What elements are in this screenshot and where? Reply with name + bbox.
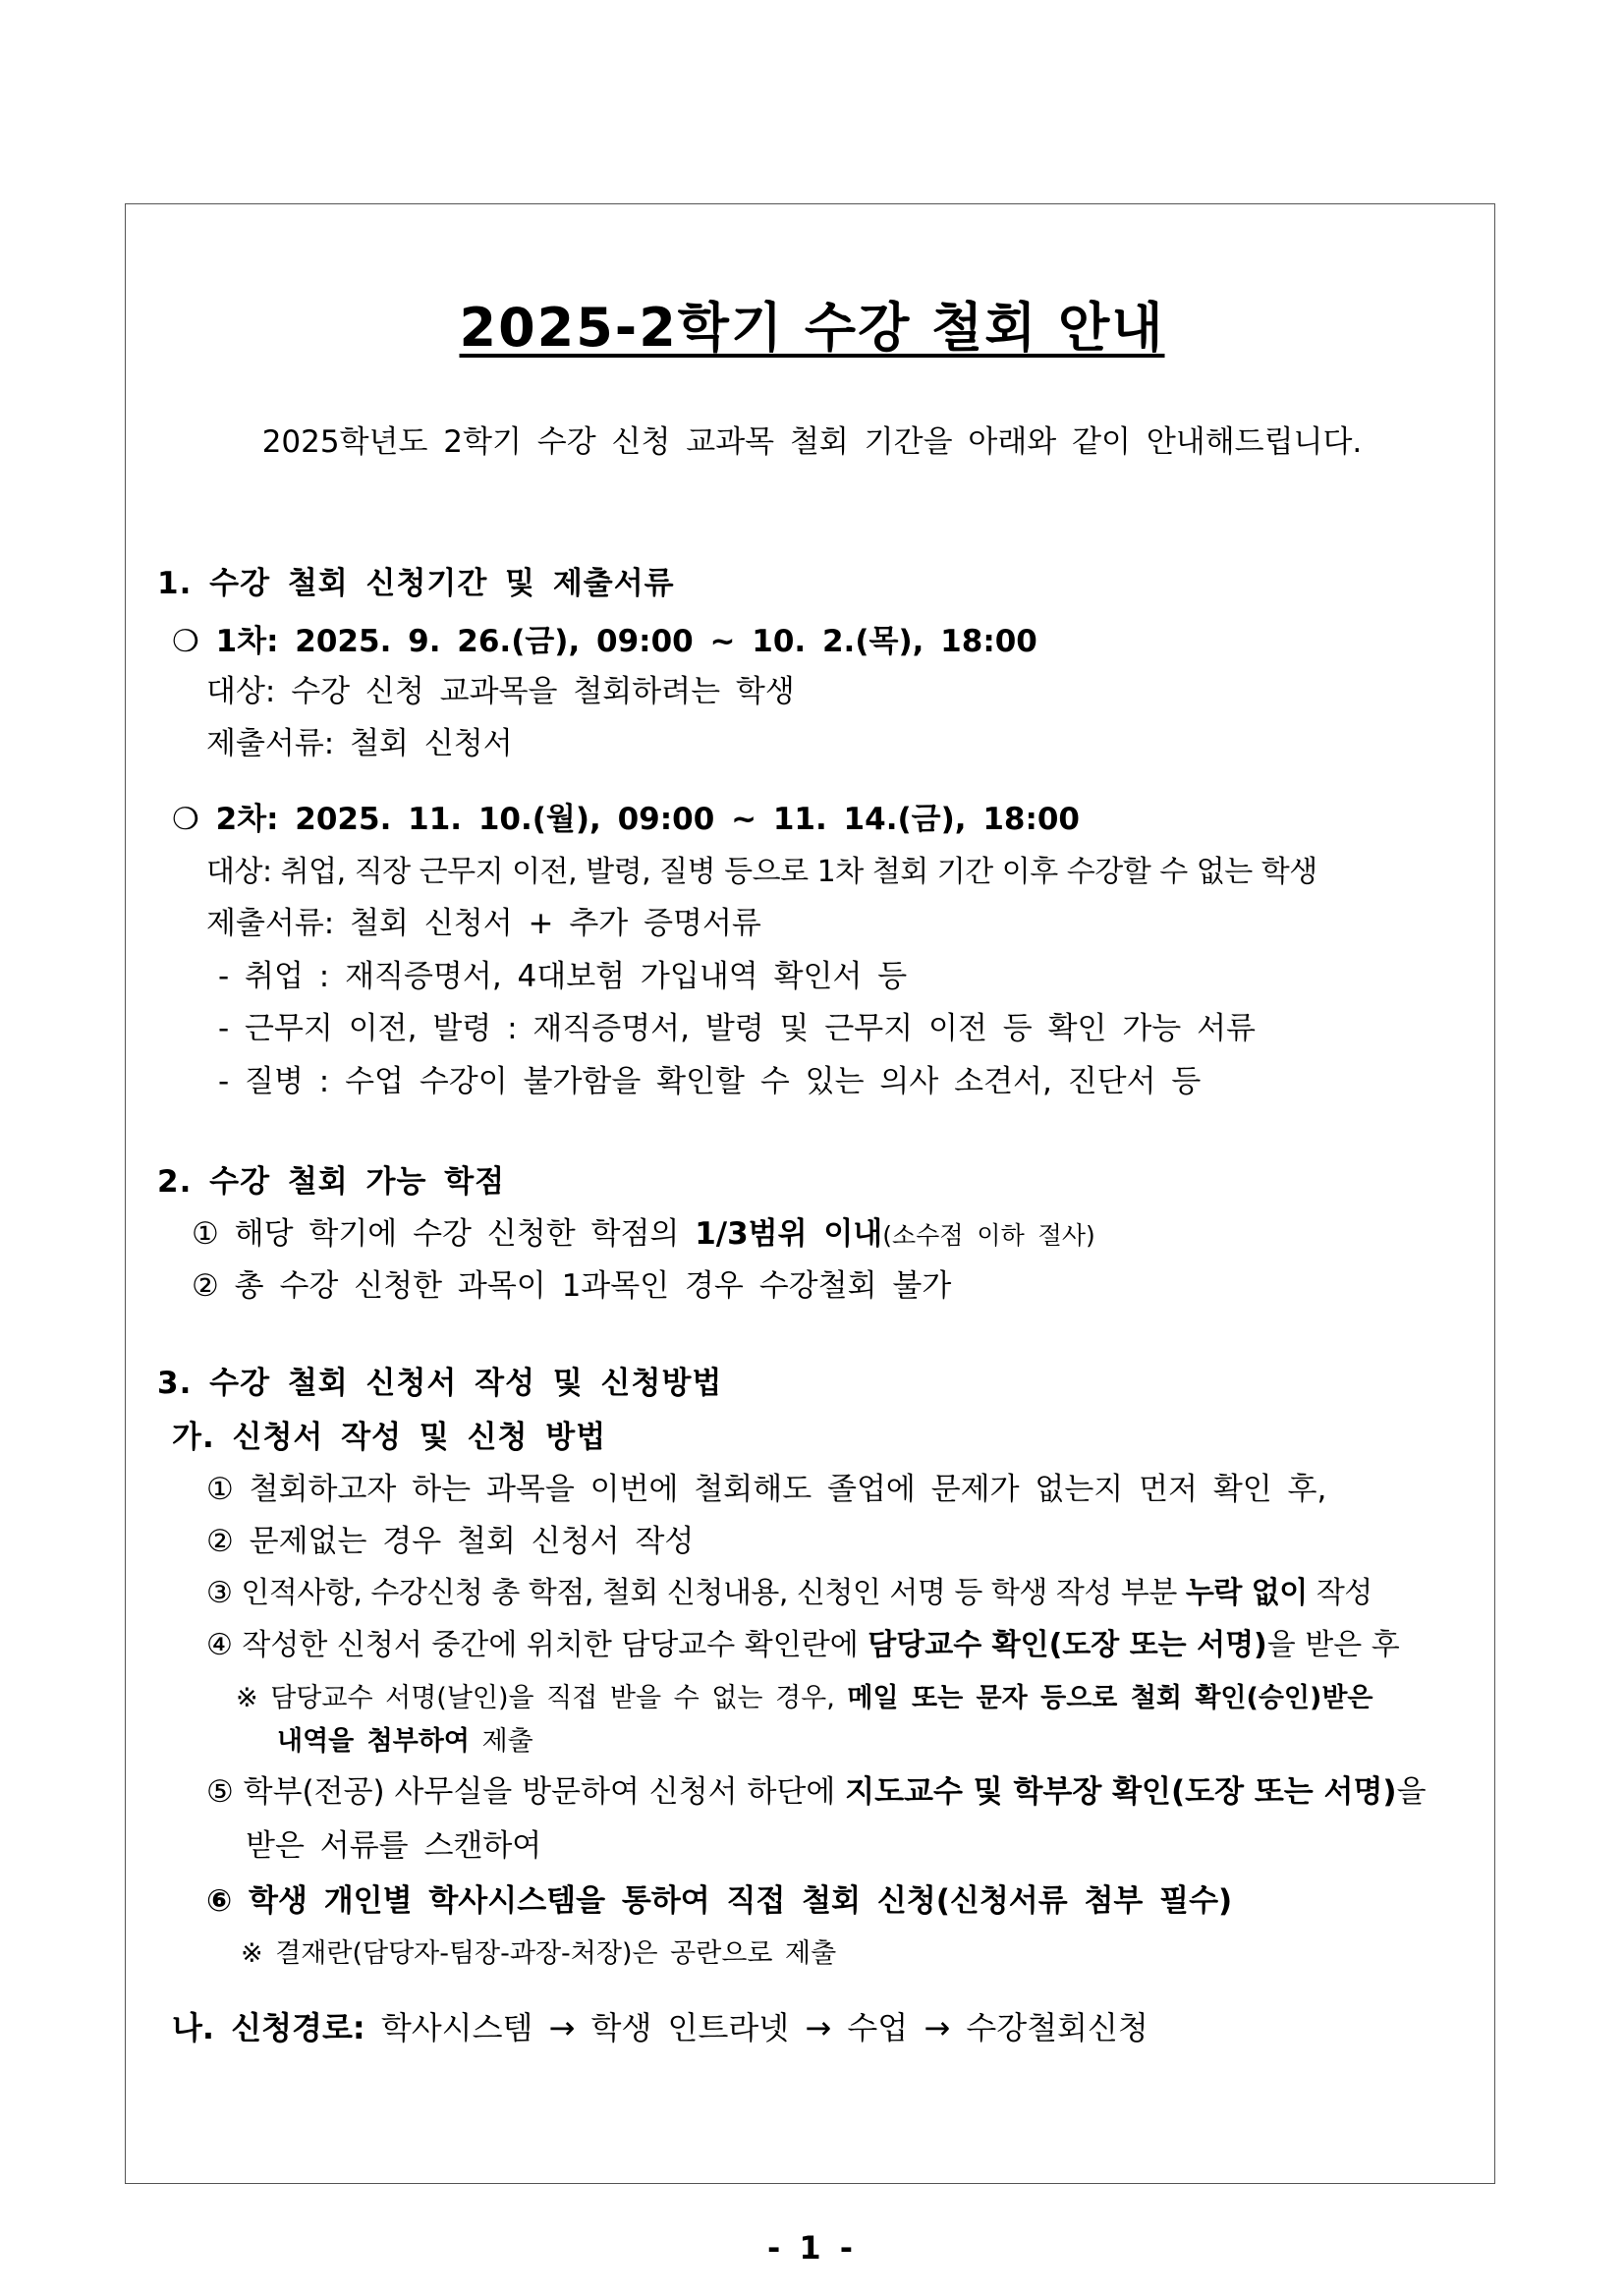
round2-item-illness: - 질병 : 수업 수강이 불가함을 확인할 수 있는 의사 소견서, 진단서 등 xyxy=(218,1064,1202,1099)
step-4 xyxy=(206,1624,1400,1667)
step-5-line2: 받은 서류를 스캔하여 xyxy=(246,1828,542,1864)
page-number: - 1 - xyxy=(766,2229,858,2267)
section3-heading: 3. 수강 철회 신청서 작성 및 신청방법 xyxy=(157,1366,723,1401)
credit-limit-text: ① 해당 학기에 수강 신청한 학점의 xyxy=(192,1216,696,1252)
single-course-item: ② 총 수강 신청한 과목이 1과목인 경우 수강철회 불가 xyxy=(192,1268,952,1304)
round1-period: ❍ 1차: 2025. 9. 26.(금), 09:00 ~ 10. 2.(목), 18:00 xyxy=(172,624,1037,659)
step-3 xyxy=(206,1572,1372,1615)
credit-limit-note: (소수점 이하 절사) xyxy=(882,1221,1095,1250)
note-professor-line2-end: 제출 xyxy=(469,1726,533,1757)
note-professor-bold: 메일 또는 문자 등으로 철회 확인(승인)받은 xyxy=(847,1683,1373,1713)
route-label: 나. 신청경로: xyxy=(172,2009,365,2046)
note-professor-line2 xyxy=(277,1720,533,1764)
application-route xyxy=(172,2006,1148,2049)
step-4-bold: 담당교수 확인(도장 또는 서명) xyxy=(868,1628,1267,1662)
page-title xyxy=(0,289,1624,367)
credit-limit-item xyxy=(192,1212,1095,1258)
step-1: ① 철회하고자 하는 과목을 이번에 철회해도 졸업에 문제가 없는지 먼저 확인 후, xyxy=(206,1472,1327,1507)
intro-text: 2025학년도 2학기 수강 신청 교과목 철회 기간을 아래와 같이 안내해드립니다. xyxy=(261,424,1363,460)
step-3-text: ③ 인적사항, 수강신청 총 학점, 철회 신청내용, 신청인 서명 등 학생 작성 부분 xyxy=(206,1576,1186,1610)
step-6: ⑥ 학생 개인별 학사시스템을 통하여 직접 철회 신청(신청서류 첨부 필수) xyxy=(206,1883,1233,1919)
note-approval: ※ 결재란(담당자-팀장-과장-처장)은 공란으로 제출 xyxy=(241,1938,837,1969)
round1-target: 대상: 수강 신청 교과목을 철회하려는 학생 xyxy=(206,674,795,709)
round1-documents: 제출서류: 철회 신청서 xyxy=(206,726,513,761)
step-3-bold: 누락 없이 xyxy=(1185,1576,1308,1610)
note-professor-line2-bold: 내역을 첨부하여 xyxy=(277,1726,470,1757)
credit-limit-bold: 1/3범위 이내 xyxy=(695,1216,883,1252)
step-2: ② 문제없는 경우 철회 신청서 작성 xyxy=(206,1524,695,1559)
title-text: 2025-2학기 수강 철회 안내 xyxy=(459,297,1165,359)
section2-heading: 2. 수강 철회 가능 학점 xyxy=(157,1164,506,1200)
step-5-bold: 지도교수 및 학부장 확인(도장 또는 서명) xyxy=(845,1774,1397,1810)
round2-item-relocation: - 근무지 이전, 발령 : 재직증명서, 발령 및 근무지 이전 등 확인 가능 서류 xyxy=(218,1011,1256,1046)
section1-heading: 1. 수강 철회 신청기간 및 제출서류 xyxy=(157,566,675,601)
step-4-end: 을 받은 후 xyxy=(1266,1628,1400,1662)
step-5-end: 을 xyxy=(1396,1774,1427,1810)
round2-period: ❍ 2차: 2025. 11. 10.(월), 09:00 ~ 11. 14.(금), 18:00 xyxy=(172,802,1080,837)
note-professor xyxy=(236,1677,1373,1720)
round2-documents: 제출서류: 철회 신청서 + 추가 증명서류 xyxy=(206,906,761,941)
note-professor-text: ※ 담당교수 서명(날인)을 직접 받을 수 없는 경우, xyxy=(236,1683,848,1713)
step-4-text: ④ 작성한 신청서 중간에 위치한 담당교수 확인란에 xyxy=(206,1628,868,1662)
section3-sub-a: 가. 신청서 작성 및 신청 방법 xyxy=(172,1420,607,1455)
step-5-text: ⑤ 학부(전공) 사무실을 방문하여 신청서 하단에 xyxy=(206,1774,846,1810)
step-5 xyxy=(206,1770,1427,1814)
step-3-end: 작성 xyxy=(1307,1576,1372,1610)
round2-target: 대상: 취업, 직장 근무지 이전, 발령, 질병 등으로 1차 철회 기간 이후 수강할 수 없는 학생 xyxy=(206,855,1317,889)
route-value: 학사시스템 → 학생 인트라넷 → 수업 → 수강철회신청 xyxy=(364,2009,1148,2046)
round2-item-employment: - 취업 : 재직증명서, 4대보험 가입내역 확인서 등 xyxy=(218,959,908,994)
